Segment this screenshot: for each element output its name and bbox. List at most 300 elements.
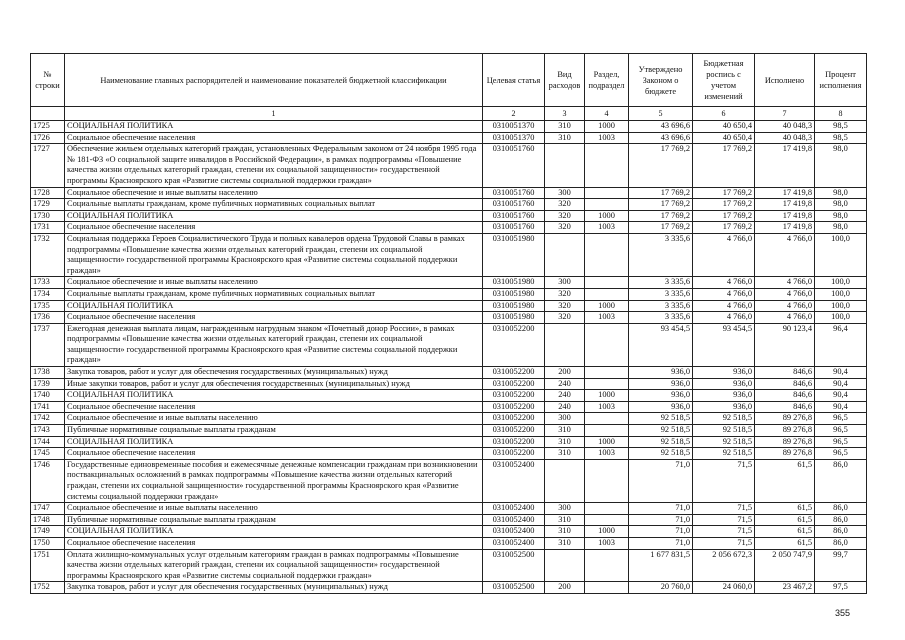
row-revised: 2 056 672,3 — [693, 549, 755, 582]
row-approved: 71,0 — [629, 537, 693, 549]
row-executed: 4 766,0 — [755, 233, 815, 276]
row-name: Ежегодная денежная выплата лицам, награжденным нагрудным знаком «Почетный донор России», в рамках подпрограммы «Повышение качества жизни отдельных категорий граждан, степени их социальной защищенности» государственной программы Красноярского края «Развитие системы социальной поддержки граждан» — [65, 323, 483, 366]
row-expense-type: 310 — [545, 425, 585, 437]
row-expense-type — [545, 323, 585, 366]
row-percent: 99,7 — [815, 549, 867, 582]
row-expense-type: 310 — [545, 448, 585, 460]
row-expense-type: 300 — [545, 277, 585, 289]
row-expense-type: 200 — [545, 367, 585, 379]
row-percent: 98,5 — [815, 121, 867, 133]
table-row — [31, 503, 867, 515]
row-target-article: 0310051760 — [483, 222, 545, 234]
row-name: Оплата жилищно-коммунальных услуг отдельным категориям граждан в рамках подпрограммы «Повышение качества жизни отдельных категорий граждан, степени их социальной защищенности» государственной программы Красноярского края «Развитие системы социальной поддержки граждан» — [65, 549, 483, 582]
row-section: 1003 — [585, 537, 629, 549]
row-executed: 17 419,8 — [755, 144, 815, 187]
row-section — [585, 144, 629, 187]
row-approved: 17 769,2 — [629, 222, 693, 234]
column-number — [31, 107, 65, 121]
row-revised: 24 060,0 — [693, 582, 755, 594]
row-percent: 98,0 — [815, 144, 867, 187]
row-name: Публичные нормативные социальные выплаты гражданам — [65, 514, 483, 526]
row-target-article: 0310052200 — [483, 448, 545, 460]
row-section — [585, 233, 629, 276]
table-row — [31, 448, 867, 460]
row-section — [585, 549, 629, 582]
table-row — [31, 199, 867, 211]
row-revised: 4 766,0 — [693, 288, 755, 300]
row-executed: 17 419,8 — [755, 210, 815, 222]
row-name: Социальное обеспечение населения — [65, 222, 483, 234]
row-expense-type: 300 — [545, 503, 585, 515]
table-row — [31, 312, 867, 324]
row-revised: 17 769,2 — [693, 222, 755, 234]
row-expense-type: 240 — [545, 378, 585, 390]
row-number: 1745 — [31, 448, 65, 460]
row-target-article: 0310052400 — [483, 514, 545, 526]
row-percent: 98,0 — [815, 210, 867, 222]
row-percent: 96,4 — [815, 323, 867, 366]
row-target-article: 0310051980 — [483, 300, 545, 312]
row-expense-type: 320 — [545, 210, 585, 222]
table-row — [31, 459, 867, 502]
row-expense-type: 320 — [545, 288, 585, 300]
row-section — [585, 514, 629, 526]
row-target-article: 0310052200 — [483, 425, 545, 437]
row-target-article: 0310052400 — [483, 537, 545, 549]
row-number: 1732 — [31, 233, 65, 276]
row-target-article: 0310052500 — [483, 582, 545, 594]
row-percent: 96,5 — [815, 448, 867, 460]
table-row — [31, 549, 867, 582]
row-number: 1738 — [31, 367, 65, 379]
row-name: СОЦИАЛЬНАЯ ПОЛИТИКА — [65, 121, 483, 133]
row-percent: 90,4 — [815, 378, 867, 390]
header-approved: Утверждено Законом о бюджете — [629, 54, 693, 107]
row-expense-type: 300 — [545, 187, 585, 199]
row-expense-type: 310 — [545, 537, 585, 549]
table-row — [31, 526, 867, 538]
row-percent: 86,0 — [815, 514, 867, 526]
table-row — [31, 277, 867, 289]
row-target-article: 0310051370 — [483, 132, 545, 144]
row-revised: 4 766,0 — [693, 277, 755, 289]
row-section: 1000 — [585, 121, 629, 133]
row-executed: 4 766,0 — [755, 277, 815, 289]
row-section — [585, 582, 629, 594]
row-section: 1003 — [585, 132, 629, 144]
row-approved: 3 335,6 — [629, 277, 693, 289]
row-percent: 100,0 — [815, 288, 867, 300]
row-name: Социальное обеспечение населения — [65, 448, 483, 460]
row-executed: 17 419,8 — [755, 187, 815, 199]
row-name: Социальные выплаты гражданам, кроме публичных нормативных социальных выплат — [65, 199, 483, 211]
row-revised: 936,0 — [693, 378, 755, 390]
row-approved: 71,0 — [629, 459, 693, 502]
row-target-article: 0310052400 — [483, 526, 545, 538]
row-revised: 17 769,2 — [693, 187, 755, 199]
row-name: Публичные нормативные социальные выплаты гражданам — [65, 425, 483, 437]
row-name: Государственные единовременные пособия и ежемесячные денежные компенсации гражданам при возникновении поствакцинальных осложнений в рамках подпрограммы «Повышение качества жизни отдельных категорий граждан, степени их социальной защищенности» государственной программы Красноярского края «Развитие системы социальной поддержки граждан» — [65, 459, 483, 502]
row-name: Социальное обеспечение и иные выплаты населению — [65, 187, 483, 199]
row-name: Социальное обеспечение и иные выплаты населению — [65, 503, 483, 515]
row-percent: 97,5 — [815, 582, 867, 594]
table-row — [31, 367, 867, 379]
row-executed: 23 467,2 — [755, 582, 815, 594]
row-percent: 100,0 — [815, 312, 867, 324]
row-expense-type — [545, 233, 585, 276]
table-row — [31, 132, 867, 144]
row-approved: 43 696,6 — [629, 132, 693, 144]
row-expense-type: 300 — [545, 413, 585, 425]
row-executed: 61,5 — [755, 526, 815, 538]
row-executed: 61,5 — [755, 514, 815, 526]
row-target-article: 0310051760 — [483, 210, 545, 222]
row-executed: 40 048,3 — [755, 132, 815, 144]
row-number: 1751 — [31, 549, 65, 582]
row-executed: 4 766,0 — [755, 312, 815, 324]
row-executed: 17 419,8 — [755, 199, 815, 211]
row-name: Социальное обеспечение населения — [65, 401, 483, 413]
row-number: 1744 — [31, 436, 65, 448]
row-approved: 71,0 — [629, 526, 693, 538]
column-number-row — [31, 107, 867, 121]
row-executed: 89 276,8 — [755, 425, 815, 437]
row-number: 1734 — [31, 288, 65, 300]
row-number: 1737 — [31, 323, 65, 366]
row-approved: 936,0 — [629, 401, 693, 413]
row-percent: 86,0 — [815, 537, 867, 549]
row-percent: 98,0 — [815, 222, 867, 234]
row-section — [585, 277, 629, 289]
header-section: Раздел, подраздел — [585, 54, 629, 107]
row-executed: 4 766,0 — [755, 300, 815, 312]
row-target-article: 0310052200 — [483, 413, 545, 425]
row-name: Социальное обеспечение и иные выплаты населению — [65, 413, 483, 425]
row-expense-type: 240 — [545, 390, 585, 402]
row-expense-type — [545, 459, 585, 502]
row-section — [585, 367, 629, 379]
row-target-article: 0310051980 — [483, 288, 545, 300]
row-approved: 3 335,6 — [629, 233, 693, 276]
row-number: 1735 — [31, 300, 65, 312]
row-approved: 1 677 831,5 — [629, 549, 693, 582]
row-target-article: 0310052400 — [483, 503, 545, 515]
row-expense-type: 310 — [545, 514, 585, 526]
table-row — [31, 514, 867, 526]
row-revised: 92 518,5 — [693, 413, 755, 425]
row-revised: 936,0 — [693, 390, 755, 402]
row-section: 1000 — [585, 300, 629, 312]
row-target-article: 0310052400 — [483, 459, 545, 502]
row-section: 1003 — [585, 312, 629, 324]
row-percent: 98,0 — [815, 199, 867, 211]
row-target-article: 0310051760 — [483, 187, 545, 199]
row-target-article: 0310051370 — [483, 121, 545, 133]
row-expense-type: 320 — [545, 222, 585, 234]
row-number: 1748 — [31, 514, 65, 526]
row-name: СОЦИАЛЬНАЯ ПОЛИТИКА — [65, 300, 483, 312]
row-revised: 4 766,0 — [693, 300, 755, 312]
row-executed: 90 123,4 — [755, 323, 815, 366]
row-percent: 100,0 — [815, 300, 867, 312]
row-number: 1741 — [31, 401, 65, 413]
column-number: 4 — [585, 107, 629, 121]
row-target-article: 0310051980 — [483, 312, 545, 324]
header-target-article: Целевая статья — [483, 54, 545, 107]
row-section — [585, 459, 629, 502]
row-number: 1749 — [31, 526, 65, 538]
table-row — [31, 233, 867, 276]
row-target-article: 0310052200 — [483, 401, 545, 413]
table-row — [31, 323, 867, 366]
row-number: 1750 — [31, 537, 65, 549]
row-executed: 4 766,0 — [755, 288, 815, 300]
row-name: Закупка товаров, работ и услуг для обеспечения государственных (муниципальных) нужд — [65, 582, 483, 594]
row-number: 1728 — [31, 187, 65, 199]
table-body — [31, 121, 867, 594]
table-row — [31, 300, 867, 312]
table-row — [31, 288, 867, 300]
table-row — [31, 187, 867, 199]
row-executed: 61,5 — [755, 537, 815, 549]
row-approved: 92 518,5 — [629, 425, 693, 437]
row-executed: 846,6 — [755, 367, 815, 379]
row-approved: 17 769,2 — [629, 144, 693, 187]
row-executed: 17 419,8 — [755, 222, 815, 234]
row-section — [585, 288, 629, 300]
row-name: Иные закупки товаров, работ и услуг для обеспечения государственных (муниципальных) нужд — [65, 378, 483, 390]
row-section: 1000 — [585, 526, 629, 538]
row-number: 1746 — [31, 459, 65, 502]
row-approved: 93 454,5 — [629, 323, 693, 366]
row-expense-type: 320 — [545, 300, 585, 312]
column-number: 5 — [629, 107, 693, 121]
row-name: Социальное обеспечение и иные выплаты населению — [65, 277, 483, 289]
row-number: 1736 — [31, 312, 65, 324]
row-section — [585, 199, 629, 211]
column-number: 1 — [65, 107, 483, 121]
row-section: 1000 — [585, 390, 629, 402]
row-revised: 4 766,0 — [693, 233, 755, 276]
row-name: Социальное обеспечение населения — [65, 132, 483, 144]
row-approved: 3 335,6 — [629, 300, 693, 312]
table-row — [31, 390, 867, 402]
row-revised: 71,5 — [693, 537, 755, 549]
row-number: 1752 — [31, 582, 65, 594]
row-expense-type: 320 — [545, 312, 585, 324]
row-percent: 100,0 — [815, 233, 867, 276]
row-number: 1729 — [31, 199, 65, 211]
row-executed: 846,6 — [755, 378, 815, 390]
row-section: 1000 — [585, 436, 629, 448]
row-target-article: 0310052500 — [483, 549, 545, 582]
row-revised: 4 766,0 — [693, 312, 755, 324]
table-row — [31, 222, 867, 234]
row-number: 1733 — [31, 277, 65, 289]
table-row — [31, 144, 867, 187]
row-number: 1725 — [31, 121, 65, 133]
row-revised: 92 518,5 — [693, 436, 755, 448]
row-revised: 936,0 — [693, 401, 755, 413]
row-revised: 40 650,4 — [693, 132, 755, 144]
row-target-article: 0310051760 — [483, 199, 545, 211]
row-approved: 71,0 — [629, 514, 693, 526]
header-executed: Исполнено — [755, 54, 815, 107]
row-number: 1730 — [31, 210, 65, 222]
row-expense-type: 310 — [545, 121, 585, 133]
row-percent: 90,4 — [815, 367, 867, 379]
row-name: СОЦИАЛЬНАЯ ПОЛИТИКА — [65, 436, 483, 448]
row-approved: 71,0 — [629, 503, 693, 515]
row-name: СОЦИАЛЬНАЯ ПОЛИТИКА — [65, 210, 483, 222]
row-section — [585, 425, 629, 437]
row-section — [585, 323, 629, 366]
row-name: Закупка товаров, работ и услуг для обеспечения государственных (муниципальных) нужд — [65, 367, 483, 379]
table-row — [31, 401, 867, 413]
row-target-article: 0310051760 — [483, 144, 545, 187]
column-number: 2 — [483, 107, 545, 121]
row-section — [585, 187, 629, 199]
row-target-article: 0310052200 — [483, 436, 545, 448]
row-name: Социальное обеспечение населения — [65, 312, 483, 324]
row-executed: 89 276,8 — [755, 436, 815, 448]
row-section: 1003 — [585, 401, 629, 413]
header-revised: Бюджетная роспись с учетом изменений — [693, 54, 755, 107]
row-executed: 61,5 — [755, 503, 815, 515]
header-expense-type: Вид расходов — [545, 54, 585, 107]
row-approved: 17 769,2 — [629, 210, 693, 222]
row-name: Социальное обеспечение населения — [65, 537, 483, 549]
row-target-article: 0310052200 — [483, 323, 545, 366]
row-revised: 71,5 — [693, 526, 755, 538]
row-revised: 93 454,5 — [693, 323, 755, 366]
row-name: Социальные выплаты гражданам, кроме публичных нормативных социальных выплат — [65, 288, 483, 300]
row-percent: 98,5 — [815, 132, 867, 144]
row-approved: 17 769,2 — [629, 187, 693, 199]
row-name: СОЦИАЛЬНАЯ ПОЛИТИКА — [65, 390, 483, 402]
row-percent: 86,0 — [815, 503, 867, 515]
table-row — [31, 210, 867, 222]
row-revised: 71,5 — [693, 503, 755, 515]
row-revised: 92 518,5 — [693, 448, 755, 460]
row-number: 1742 — [31, 413, 65, 425]
budget-execution-table — [30, 53, 867, 594]
row-number: 1727 — [31, 144, 65, 187]
row-revised: 71,5 — [693, 514, 755, 526]
row-percent: 86,0 — [815, 526, 867, 538]
table-row — [31, 378, 867, 390]
table-row — [31, 436, 867, 448]
row-target-article: 0310051980 — [483, 233, 545, 276]
header-row-number: № строки — [31, 54, 65, 107]
row-approved: 17 769,2 — [629, 199, 693, 211]
row-percent: 100,0 — [815, 277, 867, 289]
column-number: 6 — [693, 107, 755, 121]
column-number: 8 — [815, 107, 867, 121]
row-percent: 98,0 — [815, 187, 867, 199]
row-revised: 17 769,2 — [693, 144, 755, 187]
row-approved: 936,0 — [629, 367, 693, 379]
header-percent: Процент исполнения — [815, 54, 867, 107]
row-number: 1731 — [31, 222, 65, 234]
row-number: 1747 — [31, 503, 65, 515]
table-row — [31, 425, 867, 437]
row-revised: 40 650,4 — [693, 121, 755, 133]
row-percent: 90,4 — [815, 390, 867, 402]
row-target-article: 0310051980 — [483, 277, 545, 289]
row-number: 1740 — [31, 390, 65, 402]
row-number: 1739 — [31, 378, 65, 390]
table-row — [31, 582, 867, 594]
row-expense-type: 310 — [545, 132, 585, 144]
column-number: 7 — [755, 107, 815, 121]
page-number: 355 — [834, 608, 850, 618]
row-approved: 92 518,5 — [629, 413, 693, 425]
row-revised: 71,5 — [693, 459, 755, 502]
row-executed: 89 276,8 — [755, 448, 815, 460]
row-approved: 92 518,5 — [629, 448, 693, 460]
row-name: Обеспечение жильем отдельных категорий граждан, установленных Федеральным законом от 24 ноября 1995 года № 181-ФЗ «О социальной защите инвалидов в Российской Федерации», в рамках подпрограммы «Повышение качества жизни отдельных категорий граждан, степени их социальной защищенности» государственной программы Красноярского края «Развитие системы социальной поддержки граждан» — [65, 144, 483, 187]
row-revised: 17 769,2 — [693, 199, 755, 211]
row-expense-type — [545, 144, 585, 187]
row-executed: 2 050 747,9 — [755, 549, 815, 582]
row-expense-type: 310 — [545, 436, 585, 448]
row-target-article: 0310052200 — [483, 367, 545, 379]
column-number: 3 — [545, 107, 585, 121]
row-section: 1003 — [585, 222, 629, 234]
row-executed: 40 048,3 — [755, 121, 815, 133]
row-section: 1003 — [585, 448, 629, 460]
row-executed: 846,6 — [755, 401, 815, 413]
header-name: Наименование главных распорядителей и наименование показателей бюджетной классификации — [65, 54, 483, 107]
row-target-article: 0310052200 — [483, 390, 545, 402]
row-percent: 86,0 — [815, 459, 867, 502]
row-target-article: 0310052200 — [483, 378, 545, 390]
table-row — [31, 537, 867, 549]
row-executed: 846,6 — [755, 390, 815, 402]
row-executed: 61,5 — [755, 459, 815, 502]
row-percent: 90,4 — [815, 401, 867, 413]
table-row — [31, 413, 867, 425]
row-approved: 3 335,6 — [629, 288, 693, 300]
row-number: 1743 — [31, 425, 65, 437]
row-revised: 92 518,5 — [693, 425, 755, 437]
row-approved: 936,0 — [629, 378, 693, 390]
row-expense-type: 200 — [545, 582, 585, 594]
row-percent: 96,5 — [815, 436, 867, 448]
row-percent: 96,5 — [815, 425, 867, 437]
row-expense-type: 310 — [545, 526, 585, 538]
table-row — [31, 121, 867, 133]
row-expense-type: 240 — [545, 401, 585, 413]
row-section — [585, 503, 629, 515]
row-approved: 20 760,0 — [629, 582, 693, 594]
row-approved: 92 518,5 — [629, 436, 693, 448]
row-approved: 936,0 — [629, 390, 693, 402]
row-revised: 936,0 — [693, 367, 755, 379]
row-section: 1000 — [585, 210, 629, 222]
row-name: СОЦИАЛЬНАЯ ПОЛИТИКА — [65, 526, 483, 538]
row-expense-type — [545, 549, 585, 582]
row-approved: 3 335,6 — [629, 312, 693, 324]
row-executed: 89 276,8 — [755, 413, 815, 425]
row-section — [585, 413, 629, 425]
row-approved: 43 696,6 — [629, 121, 693, 133]
table-header-row — [31, 54, 867, 107]
row-section — [585, 378, 629, 390]
row-expense-type: 320 — [545, 199, 585, 211]
row-name: Социальная поддержка Героев Социалистического Труда и полных кавалеров ордена Трудовой Славы в рамках подпрограммы «Повышение качества жизни отдельных категорий граждан, степени их социальной защищенности» государственной программы Красноярского края «Развитие системы социальной поддержки граждан» — [65, 233, 483, 276]
